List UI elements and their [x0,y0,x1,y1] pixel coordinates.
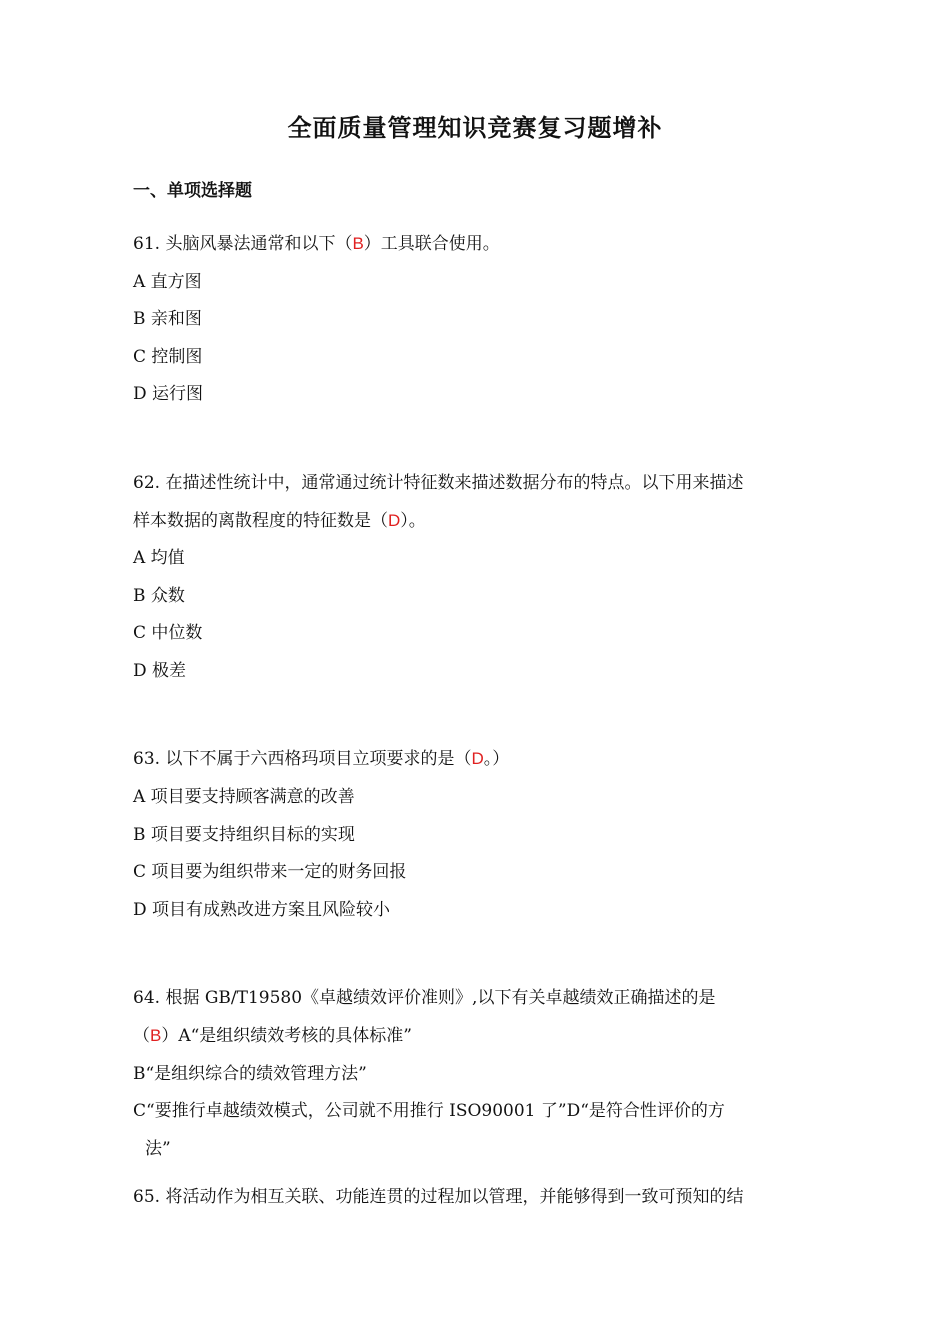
option-c: C 项目要为组织带来一定的财务回报 [133,862,407,882]
question-61 [133,232,500,256]
option-b: B 项目要支持组织目标的实现 [133,825,355,845]
option-c-d: C“要推行卓越绩效模式，公司就不用推行 ISO90001 了”D“是符合性评价的方 [133,1101,725,1121]
question-text: 61. 头脑风暴法通常和以下（ [133,234,353,254]
option-a: A 项目要支持顾客满意的改善 [133,787,355,807]
question-62-line1: 62. 在描述性统计中，通常通过统计特征数来描述数据分布的特点。以下用来描述 [133,473,744,493]
option-d: D 项目有成熟改进方案且风险较小 [133,900,391,920]
option-a: A 直方图 [133,272,202,292]
question-65-line1: 65. 将活动作为相互关联、功能连贯的过程加以管理，并能够得到一致可预知的结 [133,1187,744,1207]
question-62-line2 [133,509,426,533]
question-text: ）。 [400,511,426,531]
question-text: 63. 以下不属于六西格玛项目立项要求的是（ [133,749,472,769]
option-d: D 极差 [133,661,187,681]
option-b: B 众数 [133,586,185,606]
option-a: A 均值 [133,548,185,568]
option-b: B“是组织综合的绩效管理方法” [133,1064,367,1084]
question-text: 。） [483,749,510,769]
option-d: D 运行图 [133,384,204,404]
question-text: ）工具联合使用。 [363,234,500,254]
question-text: （ [133,1026,150,1046]
question-text: ）A“是组织绩效考核的具体标准” [161,1026,413,1046]
section-heading: 一、单项选择题 [133,181,252,201]
answer-letter: D [471,749,484,768]
option-c: C 控制图 [133,347,203,367]
page-title: 全面质量管理知识竞赛复习题增补 [287,114,663,142]
option-d-continued: 法” [145,1139,171,1159]
question-64-line1: 64. 根据 GB/T19580《卓越绩效评价准则》,以下有关卓越绩效正确描述的是 [133,988,716,1008]
option-b: B 亲和图 [133,309,202,329]
answer-letter: B [352,234,364,253]
answer-letter: B [150,1026,162,1045]
question-text: 样本数据的离散程度的特征数是（ [133,511,388,531]
question-63 [133,747,509,771]
option-c: C 中位数 [133,623,203,643]
question-64-line2 [133,1024,412,1048]
answer-letter: D [388,511,401,530]
